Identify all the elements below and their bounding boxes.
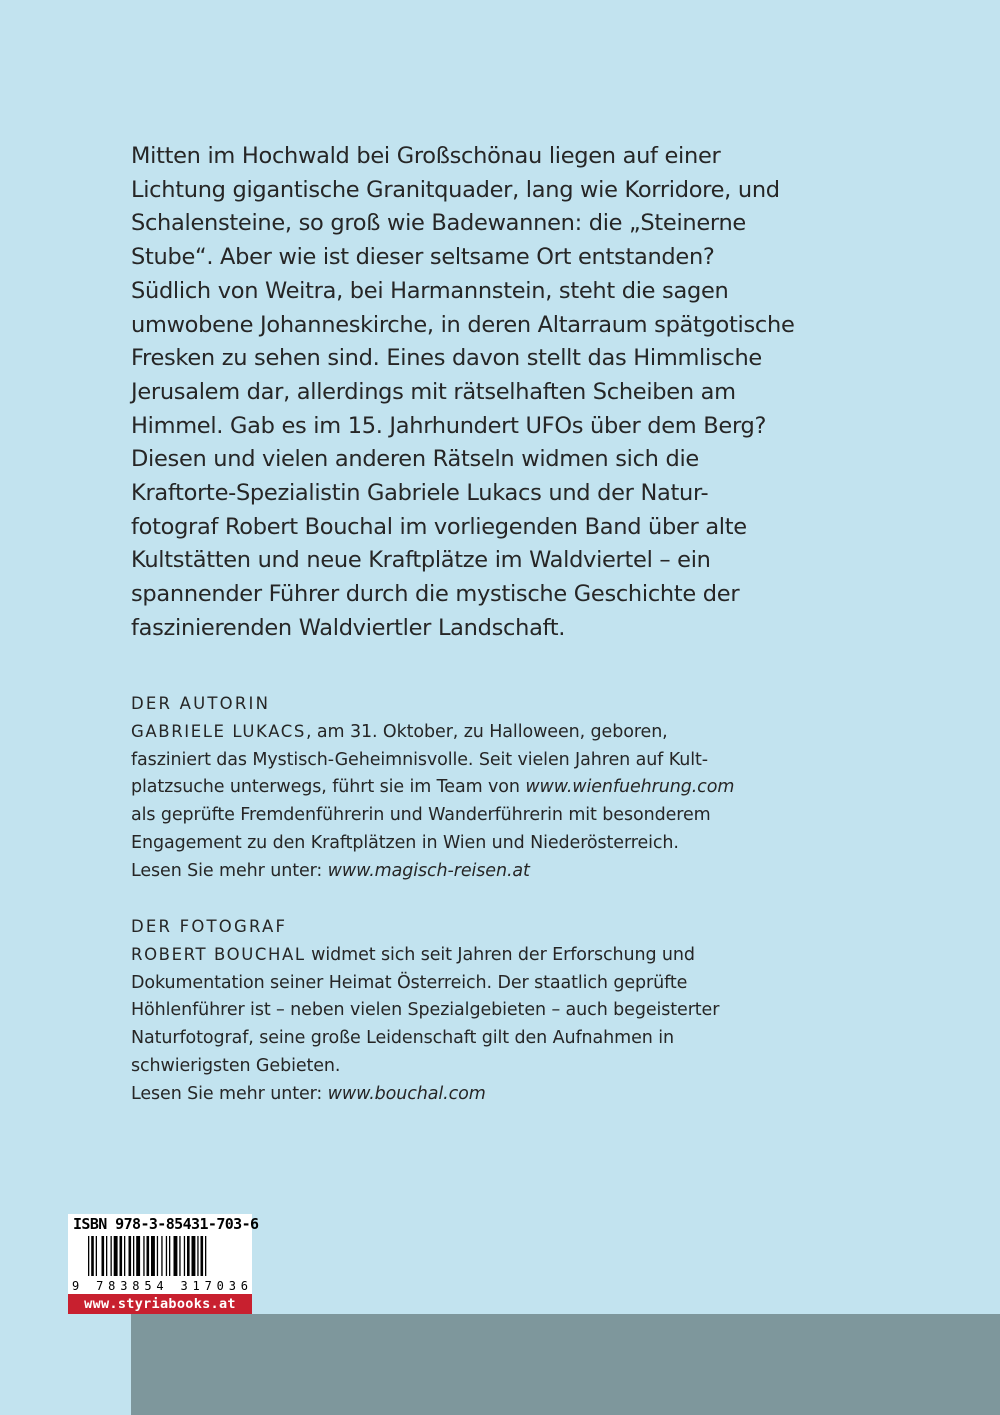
barcode-bar (201, 1236, 204, 1276)
author-section (131, 690, 771, 886)
barcode-bar (151, 1236, 155, 1276)
blurb-line: fotograf Robert Bouchal im vorliegenden Band über alte (131, 513, 747, 540)
barcode-bar (124, 1236, 125, 1276)
bottom-color-band (131, 1314, 1000, 1415)
author-line (131, 718, 771, 747)
blurb-line: Lichtung gigantische Granitquader, lang wie Korridore, und (131, 176, 780, 203)
isbn-label: ISBN 978-3-85431-703-6 (73, 1215, 259, 1233)
author-line: fasziniert das Mystisch-Geheimnisvolle. Seit vielen Jahren auf Kult- (131, 749, 708, 770)
photographer-line (131, 1081, 771, 1109)
blurb-line: Fresken zu sehen sind. Eines davon stellt das Himmlische (131, 345, 762, 372)
barcode-bar (184, 1236, 185, 1276)
author-line (131, 858, 771, 886)
barcode-bar (157, 1236, 158, 1276)
blurb-text (131, 140, 795, 646)
barcode-bar (102, 1236, 105, 1276)
blurb-line: umwobene Johanneskirche, in deren Altarraum spätgotische (131, 311, 795, 338)
author-team-link: www.wienfuehrung.com (525, 777, 735, 798)
author-line (131, 774, 771, 802)
blurb-line: Mitten im Hochwald bei Großschönau liegen auf einer (131, 143, 721, 169)
photographer-section (131, 913, 771, 1109)
blurb-line: Himmel. Gab es im 15. Jahrhundert UFOs über dem Berg? (131, 412, 767, 439)
photographer-heading: DER FOTOGRAF (131, 917, 288, 936)
blurb-line: Südlich von Weitra, bei Harmannstein, steht die sagen (131, 277, 729, 304)
photographer-text: widmet sich seit Jahren der Erforschung und (305, 944, 695, 965)
photographer-line: Höhlenführer ist – neben vielen Spezialgebieten – auch begeisterter (131, 1000, 720, 1021)
blurb-line: Diesen und vielen anderen Rätseln widmen sich die (131, 446, 699, 473)
blurb-line: Schalensteine, so groß wie Badewannen: die „Steinerne (131, 210, 746, 237)
barcode-bar (161, 1236, 162, 1276)
barcode-bar (166, 1236, 167, 1276)
photographer-line (131, 941, 771, 970)
barcode-bar (120, 1236, 123, 1276)
author-heading: DER AUTORIN (131, 694, 271, 713)
barcode-bar (187, 1236, 190, 1276)
barcode-bar (197, 1236, 198, 1276)
author-more-label: Lesen Sie mehr unter: (131, 860, 328, 881)
photographer-line: Naturfotograf, seine große Leidenschaft gilt den Aufnahmen in (131, 1028, 674, 1049)
blurb-line: Stube“. Aber wie ist dieser seltsame Ort entstanden? (131, 244, 715, 271)
barcode-bar (111, 1236, 112, 1276)
blurb-line: faszinierenden Waldviertler Landschaft. (131, 614, 566, 641)
blurb-line: Kraftorte-Spezialistin Gabriele Lukacs und der Natur- (131, 480, 709, 507)
barcode-bar (96, 1236, 97, 1276)
barcode-bar (205, 1236, 206, 1276)
author-text: , am 31. Oktober, zu Halloween, geboren, (305, 721, 668, 742)
barcode-bar (147, 1236, 150, 1276)
author-line: als geprüfte Fremdenführerin und Wanderführerin mit besonderem (131, 805, 711, 826)
barcode-bar (129, 1236, 132, 1276)
barcode-bar (143, 1236, 144, 1276)
barcode-digits: 9 783854 317036 (72, 1279, 248, 1293)
barcode-bar (169, 1236, 170, 1276)
barcode-bar (174, 1236, 178, 1276)
author-name: GABRIELE LUKACS (131, 721, 306, 741)
barcode-bar (114, 1236, 118, 1276)
photographer-website: www.bouchal.com (327, 1083, 486, 1104)
barcode-bar (136, 1236, 140, 1276)
barcode-bar (192, 1236, 196, 1276)
barcode-bar (88, 1236, 89, 1276)
photographer-line: Dokumentation seiner Heimat Österreich. Der staatlich geprüfte (131, 972, 688, 993)
blurb-line: spannender Führer durch die mystische Geschichte der (131, 581, 740, 608)
author-line: Engagement zu den Kraftplätzen in Wien und Niederösterreich. (131, 832, 679, 853)
barcode-bar (133, 1236, 134, 1276)
barcode-bar (179, 1236, 180, 1276)
photographer-line: schwierigsten Gebieten. (131, 1055, 341, 1076)
barcode-bar (106, 1236, 107, 1276)
publisher-url[interactable]: www.styriabooks.at (68, 1294, 252, 1314)
barcode-bar (91, 1236, 94, 1276)
photographer-more-label: Lesen Sie mehr unter: (131, 1083, 328, 1104)
barcode-icon (68, 1234, 252, 1294)
author-website: www.magisch-reisen.at (327, 860, 530, 881)
blurb-line: Kultstätten und neue Kraftplätze im Waldviertel – ein (131, 547, 711, 574)
blurb-line: Jerusalem dar, allerdings mit rätselhaften Scheiben am (131, 378, 736, 405)
author-text: platzsuche unterwegs, führt sie im Team von (131, 777, 526, 798)
photographer-name: ROBERT BOUCHAL (131, 944, 306, 964)
